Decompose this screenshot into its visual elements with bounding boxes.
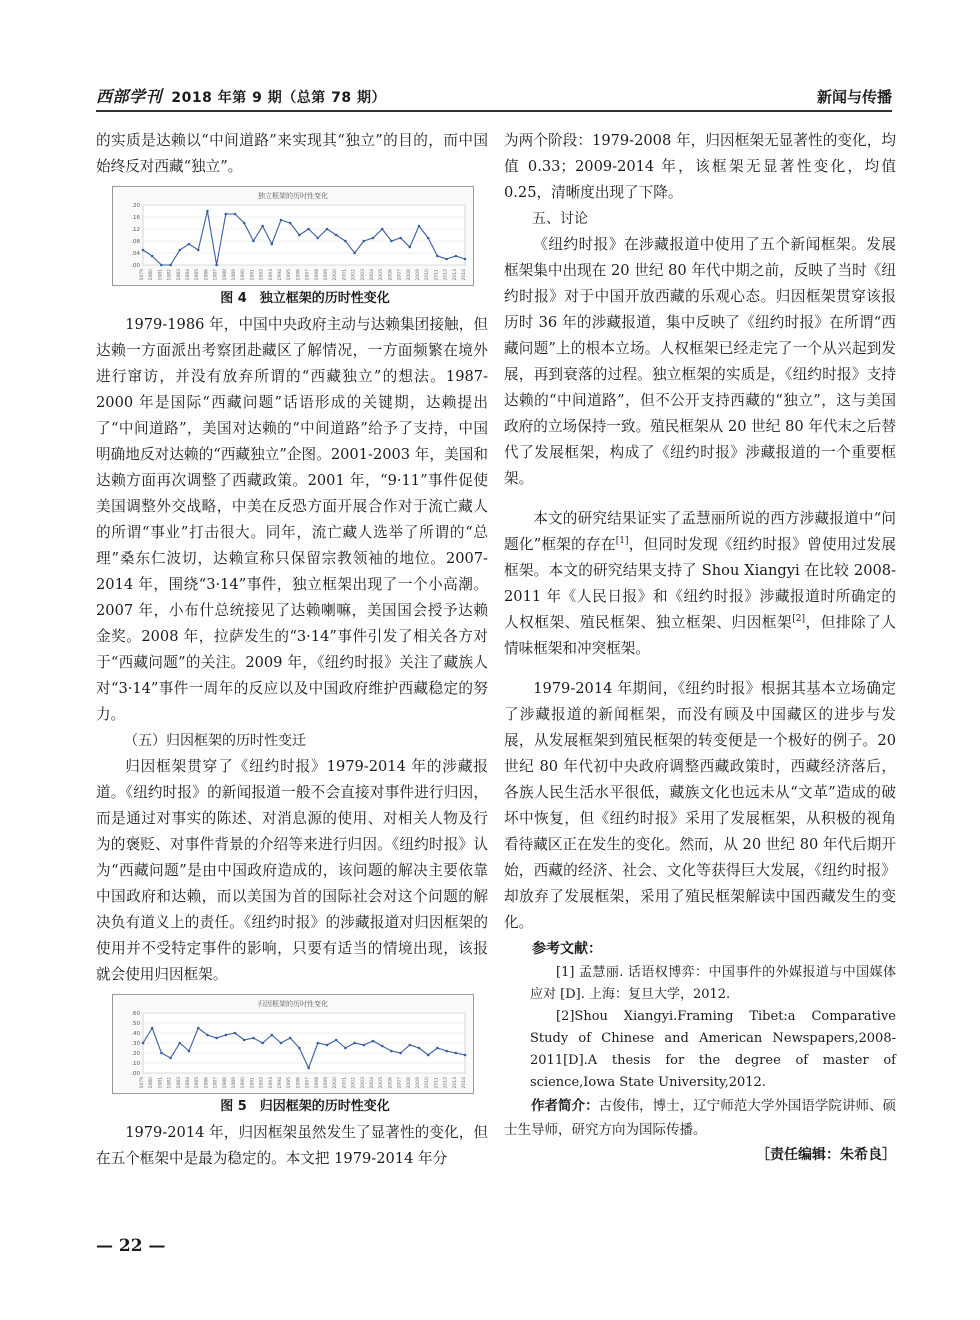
reference-item: [1] 孟慧丽. 话语权博弈：中国事件的外媒报道与中国媒体应对 [D]. 上海：复旦大学，2012. xyxy=(530,965,896,1002)
x-tick-label: 2012 xyxy=(443,269,449,281)
x-tick-label: 1983 xyxy=(176,1077,182,1089)
x-tick-label: 2004 xyxy=(370,269,375,281)
data-point xyxy=(271,1034,274,1037)
x-tick-label: 2009 xyxy=(416,269,421,281)
data-point xyxy=(261,225,264,228)
x-tick-label: 2001 xyxy=(342,269,348,281)
data-point xyxy=(280,219,283,222)
x-tick-label: 1982 xyxy=(167,269,173,281)
y-tick-label: .00 xyxy=(131,1071,140,1077)
x-tick-label: 1991 xyxy=(250,269,256,281)
data-point xyxy=(188,1050,191,1053)
data-point xyxy=(372,1040,375,1043)
data-point xyxy=(445,258,448,261)
data-point xyxy=(169,264,172,267)
x-tick-label: 2002 xyxy=(351,1077,357,1089)
x-tick-label: 1995 xyxy=(287,1077,293,1089)
data-point xyxy=(344,240,347,243)
x-tick-label: 2005 xyxy=(379,1077,385,1089)
data-point xyxy=(188,243,191,246)
y-tick-label: .20 xyxy=(131,203,140,209)
y-tick-label: .40 xyxy=(131,1031,140,1037)
x-tick-label: 1997 xyxy=(305,269,311,281)
data-point xyxy=(215,264,218,267)
data-point xyxy=(381,1045,384,1048)
figure-4-caption: 图 4 独立框架的历时性变化 xyxy=(220,291,390,306)
data-point xyxy=(289,1037,292,1040)
data-point xyxy=(445,1050,448,1053)
citation-1: [1] xyxy=(615,536,629,547)
x-tick-label: 1996 xyxy=(296,269,302,281)
paragraph: 归因框架贯穿了《纽约时报》1979-2014 年的涉藏报道。《纽约时报》的新闻报道一般不会直接对事件进行归因，而是通过对事实的陈述、对消息源的使用、对相关人物及行为的褒贬、对事件背景的介绍等来进行归因。《纽约时报》认为“西藏问题”是由中国政府造成的，该问题的解决主要依靠中国政府和达赖，而以美国为首的国际社会对这个问题的解决负有道义上的责任。《纽约时报》的涉藏报道对归因框架的使用并不受特定事件的影响，只要有适当的情境出现，该报就会使用归因框架。 xyxy=(96,758,488,983)
data-point xyxy=(215,1037,218,1040)
x-tick-label: 1989 xyxy=(232,1077,237,1089)
data-point xyxy=(372,237,375,240)
x-tick-label: 2014 xyxy=(462,1077,467,1089)
x-tick-label: 2009 xyxy=(416,1077,421,1089)
x-tick-label: 2001 xyxy=(342,1077,348,1089)
y-tick-label: .20 xyxy=(131,1051,140,1057)
data-point xyxy=(197,249,200,252)
data-point xyxy=(464,258,467,261)
page-header xyxy=(96,84,892,112)
chart-title: 独立框架的历时性变化 xyxy=(258,192,328,200)
x-tick-label: 1988 xyxy=(222,1077,228,1089)
data-point xyxy=(409,1044,412,1047)
data-point xyxy=(261,1042,264,1045)
x-tick-label: 2014 xyxy=(462,269,467,281)
attribution-frame-chart xyxy=(113,995,473,1093)
data-point xyxy=(335,1039,338,1042)
data-point xyxy=(390,1050,393,1053)
author-label: 作者简介： xyxy=(531,1098,599,1114)
data-point xyxy=(179,1042,182,1045)
data-point xyxy=(151,255,154,258)
data-point xyxy=(252,240,255,243)
x-tick-label: 1990 xyxy=(241,269,247,281)
author-text: 古俊伟，博士，辽宁师范大学外国语学院讲师、硕士生导师，研究方向为国际传播。 xyxy=(504,1098,897,1138)
issue-info: 2018 年第 9 期（总第 78 期） xyxy=(171,90,386,106)
data-point xyxy=(455,255,458,258)
x-tick-label: 2006 xyxy=(388,269,394,281)
x-tick-label: 1982 xyxy=(167,1077,173,1089)
x-tick-label: 1998 xyxy=(314,269,320,281)
data-point xyxy=(197,1027,200,1030)
x-tick-label: 1984 xyxy=(186,1077,191,1089)
x-tick-label: 1987 xyxy=(213,1077,219,1089)
data-point xyxy=(234,213,237,216)
page-number: — 22 — xyxy=(96,1236,166,1256)
section-name: 新闻与传播 xyxy=(816,88,892,106)
data-point xyxy=(418,225,421,228)
data-point xyxy=(353,1042,356,1045)
x-tick-label: 2006 xyxy=(388,1077,394,1089)
x-tick-label: 1987 xyxy=(213,269,219,281)
data-point xyxy=(381,228,384,231)
subheading: （五）归因框架的历时性变迁 xyxy=(124,733,306,749)
x-tick-label: 2008 xyxy=(406,269,412,281)
data-point xyxy=(436,1047,439,1050)
x-tick-label: 1999 xyxy=(324,269,329,281)
data-point xyxy=(298,1047,301,1050)
data-point xyxy=(418,1047,421,1050)
x-tick-label: 2010 xyxy=(425,269,431,281)
x-tick-label: 2000 xyxy=(333,269,339,281)
x-tick-label: 2004 xyxy=(370,1077,375,1089)
x-tick-label: 1980 xyxy=(149,1077,155,1089)
x-tick-label: 1991 xyxy=(250,1077,256,1089)
data-point xyxy=(252,1037,255,1040)
chart-title: 归因框架的历时性变化 xyxy=(258,1000,328,1008)
x-tick-label: 1993 xyxy=(268,269,274,281)
citation-2: [2] xyxy=(792,614,805,625)
data-point xyxy=(363,240,366,243)
y-tick-label: .08 xyxy=(131,239,140,245)
x-tick-label: 1989 xyxy=(232,269,237,281)
figure-4-chart xyxy=(112,186,474,286)
x-tick-label: 1990 xyxy=(241,1077,247,1089)
x-tick-label: 2007 xyxy=(397,269,403,281)
x-tick-label: 2008 xyxy=(406,1077,412,1089)
x-tick-label: 2005 xyxy=(379,269,385,281)
continued-paragraph: 为两个阶段：1979-2008 年，归因框架无显著性的变化，均值 0.33；2009-2014 年，该框架无显著性变化，均值 0.25，清晰度出现了下降。 xyxy=(504,132,896,201)
data-point xyxy=(298,234,301,237)
data-point xyxy=(142,1042,145,1045)
data-point xyxy=(455,1052,458,1055)
data-point xyxy=(243,1039,246,1042)
data-point xyxy=(271,243,274,246)
data-point xyxy=(142,249,145,252)
data-point xyxy=(151,1027,154,1030)
independence-frame-chart xyxy=(113,187,473,285)
left-column xyxy=(96,128,488,1172)
x-tick-label: 1994 xyxy=(278,269,283,281)
data-point xyxy=(160,264,163,267)
right-column xyxy=(504,128,896,1168)
x-tick-label: 1992 xyxy=(259,1077,265,1089)
section-heading: 五、讨论 xyxy=(532,211,588,227)
journal-title xyxy=(96,84,386,107)
data-point xyxy=(399,237,402,240)
x-tick-label: 1999 xyxy=(324,1077,329,1089)
data-point xyxy=(326,228,329,231)
x-tick-label: 2002 xyxy=(351,269,357,281)
y-tick-label: .12 xyxy=(131,227,140,233)
x-tick-label: 1996 xyxy=(296,1077,302,1089)
x-tick-label: 1994 xyxy=(278,1077,283,1089)
y-tick-label: .10 xyxy=(131,1061,140,1067)
data-point xyxy=(363,1044,366,1047)
x-tick-label: 1997 xyxy=(305,1077,311,1089)
x-tick-label: 2007 xyxy=(397,1077,403,1089)
author-bio xyxy=(504,1094,896,1142)
x-tick-label: 1986 xyxy=(204,1077,210,1089)
data-point xyxy=(399,1052,402,1055)
editor-credit: ［责任编辑：朱希良］ xyxy=(756,1147,896,1163)
y-tick-label: .60 xyxy=(131,1011,140,1017)
references-title: 参考文献： xyxy=(532,941,602,957)
data-point xyxy=(317,237,320,240)
data-point xyxy=(206,1034,209,1037)
data-point xyxy=(436,255,439,258)
paragraph: 《纽约时报》在涉藏报道中使用了五个新闻框架。发展框架集中出现在 20 世纪 80 年代中期之前，反映了当时《纽约时报》对于中国开放西藏的乐观心态。归因框架贯穿该报历时 36 年的涉藏报道，集中反映了《纽约时报》在所谓“西藏问题”上的根本立场。人权框架已经走完了一个从兴起到发展，再到衰落的过程。独立框架的实质是，《纽约时报》支持达赖的“中间道路”，但不公开支持西藏的“独立”，这与美国政府的立场保持一致。殖民框架从 20 世纪 80 年代末之后替代了发展框架，构成了《纽约时报》涉藏报道的一个重要框架。 xyxy=(504,236,896,487)
data-point xyxy=(225,1034,228,1037)
x-tick-label: 2011 xyxy=(434,1077,440,1089)
data-point xyxy=(234,1032,237,1035)
x-tick-label: 1985 xyxy=(195,1077,201,1089)
journal-logo: 西部学刊 xyxy=(96,87,163,106)
y-tick-label: .50 xyxy=(131,1021,140,1027)
data-point xyxy=(326,1044,329,1047)
paragraph: 1979-2014 年，归因框架虽然发生了显著性的变化，但在五个框架中是最为稳定的。本文把 1979-2014 年分 xyxy=(96,1124,488,1167)
x-tick-label: 1984 xyxy=(186,269,191,281)
continued-paragraph: 的实质是达赖以“中间道路”来实现其“独立”的目的，而中国始终反对西藏“独立”。 xyxy=(96,132,488,175)
y-tick-label: .30 xyxy=(131,1041,140,1047)
x-tick-label: 1983 xyxy=(176,269,182,281)
data-point xyxy=(307,1067,310,1070)
data-point xyxy=(390,240,393,243)
x-tick-label: 1995 xyxy=(287,269,293,281)
x-tick-label: 2010 xyxy=(425,1077,431,1089)
x-tick-label: 1981 xyxy=(158,1077,164,1089)
x-tick-label: 1979 xyxy=(140,1077,145,1089)
data-point xyxy=(464,1054,467,1057)
x-tick-label: 1986 xyxy=(204,269,210,281)
data-point xyxy=(427,237,430,240)
data-point xyxy=(427,1054,430,1057)
y-tick-label: .04 xyxy=(131,251,140,257)
x-tick-label: 1998 xyxy=(314,1077,320,1089)
data-point xyxy=(353,252,356,255)
x-tick-label: 2000 xyxy=(333,1077,339,1089)
data-point xyxy=(280,1042,283,1045)
data-point xyxy=(206,210,209,213)
x-tick-label: 2012 xyxy=(443,1077,449,1089)
x-tick-label: 2013 xyxy=(452,1077,458,1089)
x-tick-label: 1988 xyxy=(222,269,228,281)
x-tick-label: 2013 xyxy=(452,269,458,281)
data-point xyxy=(335,234,338,237)
x-tick-label: 1980 xyxy=(149,269,155,281)
data-point xyxy=(344,1047,347,1050)
x-tick-label: 2011 xyxy=(434,269,440,281)
reference-item: [2]Shou Xiangyi.Framing Tibet:a Comparative Study of Chinese and American Newspapers,2008-2011[D].A thesis for the degree of master of science,Iowa State University,2012. xyxy=(530,1009,896,1090)
x-tick-label: 1992 xyxy=(259,269,265,281)
paragraph-text: 本文的研究结果证实了孟慧丽所说的西方涉藏报道中“问题化”框架的存在 xyxy=(504,510,896,553)
data-point xyxy=(409,246,412,249)
data-point xyxy=(160,1052,163,1055)
data-point xyxy=(169,1057,172,1060)
data-point xyxy=(289,222,292,225)
paragraph-text: ，但同时发现《纽约时报》曾使用过发展框架。本文的研究结果支持了 Shou Xiangyi 在比较 2008-2011 年《人民日报》和《纽约时报》涉藏报道时所确定的人权框架、殖民框架、独立框架、归因框架 xyxy=(504,536,896,631)
data-point xyxy=(317,1042,320,1045)
x-tick-label: 1993 xyxy=(268,1077,274,1089)
x-tick-label: 2003 xyxy=(360,1077,366,1089)
x-tick-label: 1981 xyxy=(158,269,164,281)
y-tick-label: .16 xyxy=(131,215,140,221)
data-point xyxy=(225,213,228,216)
x-tick-label: 2003 xyxy=(360,269,366,281)
paragraph xyxy=(504,506,896,662)
figure-5-chart xyxy=(112,994,474,1094)
data-point xyxy=(243,222,246,225)
x-tick-label: 1979 xyxy=(140,269,145,281)
y-tick-label: .00 xyxy=(131,263,140,269)
data-point xyxy=(179,249,182,252)
figure-5-caption: 图 5 归因框架的历时性变化 xyxy=(220,1099,390,1114)
paragraph: 1979-2014 年期间，《纽约时报》根据其基本立场确定了涉藏报道的新闻框架，而没有顾及中国藏区的进步与发展，从发展框架到殖民框架的转变便是一个极好的例子。20 世纪 80 年代初中央政府调整西藏政策时，西藏经济落后，各族人民生活水平很低，藏族文化也远未从“文革”造成的破坏中恢复，但《纽约时报》采用了发展框架，从积极的视角看待藏区正在发生的变化。然而，从 20 世纪 80 年代后期开始，西藏的经济、社会、文化等获得巨大发展，《纽约时报》却放弃了发展框架，采用了殖民框架解读中国西藏发生的变化。 xyxy=(504,680,896,931)
paragraph-text: ，但排除了人情味框架和冲突框架。 xyxy=(504,614,896,657)
data-point xyxy=(307,228,310,231)
plot-area xyxy=(143,205,465,265)
paragraph: 1979-1986 年，中国中央政府主动与达赖集团接触，但达赖一方面派出考察团赴藏区了解情况，一方面频繁在境外进行窜访，并没有放弃所谓的“西藏独立”的想法。1987-2000 年是国际“西藏问题”话语形成的关键期，达赖提出了“中间道路”，美国对达赖的“中间道路”给予了支持，中国明确地反对达赖的“西藏独立”企图。2001-2003 年，美国和达赖方面再次调整了西藏政策。2001 年，“9·11”事件促使美国调整外交战略，中美在反恐方面开展合作对于流亡藏人的所谓“事业”打击很大。同年，流亡藏人选举了所谓的“总理”桑东仁波切，达赖宣称只保留宗教领袖的地位。2007-2014 年，围绕“3·14”事件，独立框架出现了一个小高潮。2007 年，小布什总统接见了达赖喇嘛，美国国会授予达赖金奖。2008 年，拉萨发生的“3·14”事件引发了相关各方对于“西藏问题”的关注。2009 年，《纽约时报》关注了藏族人对“3·14”事件一周年的反应以及中国政府维护西藏稳定的努力。 xyxy=(96,316,488,723)
x-tick-label: 1985 xyxy=(195,269,201,281)
